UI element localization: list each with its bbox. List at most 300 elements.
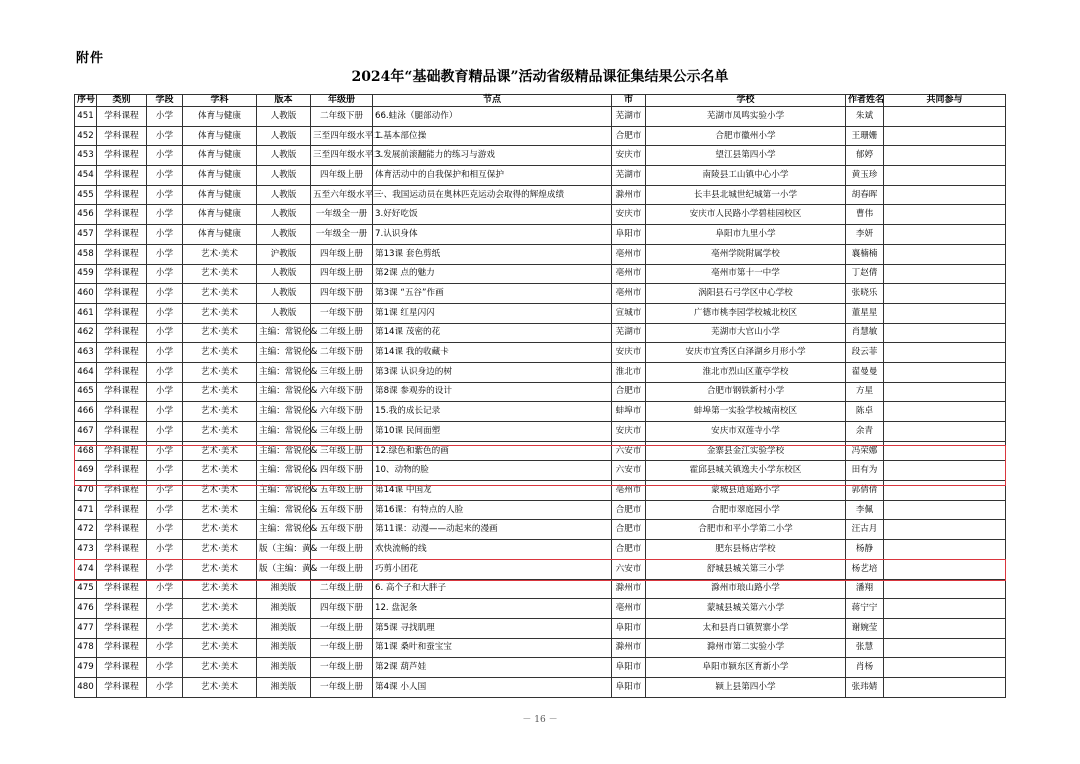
cell-city: 合肥市: [612, 382, 646, 402]
cell-grade: 一年级上册: [311, 559, 373, 579]
cell-lesson: 体育活动中的自我保护和相互保护: [373, 166, 612, 186]
cell-author: 黄玉珍: [846, 166, 884, 186]
cell-school: 安庆市宜秀区白泽湖乡月形小学: [646, 343, 846, 363]
cell-lesson: 第13课 套色剪纸: [373, 244, 612, 264]
cell-stage: 小学: [147, 658, 183, 678]
cell-author: 郭倩倩: [846, 481, 884, 501]
cell-city: 阜阳市: [612, 225, 646, 245]
cell-school: 阜阳市九里小学: [646, 225, 846, 245]
cell-lesson: 3.发展前滚翻能力的练习与游戏: [373, 146, 612, 166]
cell-lesson: 第8课 参观券的设计: [373, 382, 612, 402]
cell-edition: 人教版: [257, 146, 311, 166]
cell-city: 亳州市: [612, 264, 646, 284]
cell-stage: 小学: [147, 244, 183, 264]
cell-category: 学科课程: [97, 500, 147, 520]
table-row: [75, 599, 1006, 619]
cell-index: 462: [75, 323, 97, 343]
cell-grade: 一年级上册: [311, 638, 373, 658]
cell-stage: 小学: [147, 599, 183, 619]
cell-city: 安庆市: [612, 205, 646, 225]
cell-category: 学科课程: [97, 481, 147, 501]
col-header-lesson: 节点: [373, 95, 612, 107]
cell-category: 学科课程: [97, 303, 147, 323]
cell-stage: 小学: [147, 185, 183, 205]
cell-city: 亳州市: [612, 599, 646, 619]
col-header-author: 作者姓名: [846, 95, 884, 107]
cell-stage: 小学: [147, 166, 183, 186]
table-row: [75, 146, 1006, 166]
cell-category: 学科课程: [97, 638, 147, 658]
cell-lesson: 第2课 葫芦娃: [373, 658, 612, 678]
cell-category: 学科课程: [97, 244, 147, 264]
cell-co-participants: [884, 166, 1006, 186]
cell-stage: 小学: [147, 362, 183, 382]
table-row: [75, 244, 1006, 264]
cell-grade: 三年级上册: [311, 422, 373, 442]
cell-edition: 主编：常锐伦&: [257, 461, 311, 481]
cell-co-participants: [884, 244, 1006, 264]
cell-stage: 小学: [147, 343, 183, 363]
cell-subject: 艺术·美术: [183, 599, 257, 619]
cell-lesson: 第2课 点的魅力: [373, 264, 612, 284]
cell-grade: 三至四年级水平二: [311, 146, 373, 166]
cell-lesson: 第16课：有特点的人脸: [373, 500, 612, 520]
cell-subject: 艺术·美术: [183, 461, 257, 481]
cell-city: 滁州市: [612, 638, 646, 658]
cell-co-participants: [884, 540, 1006, 560]
cell-co-participants: [884, 362, 1006, 382]
cell-city: 蚌埠市: [612, 402, 646, 422]
cell-index: 458: [75, 244, 97, 264]
cell-school: 合肥市翠庭园小学: [646, 500, 846, 520]
cell-stage: 小学: [147, 540, 183, 560]
cell-subject: 体育与健康: [183, 107, 257, 127]
cell-grade: 三年级上册: [311, 441, 373, 461]
cell-subject: 体育与健康: [183, 166, 257, 186]
cell-edition: 主编：常锐伦&: [257, 382, 311, 402]
cell-grade: 六年级下册: [311, 402, 373, 422]
cell-co-participants: [884, 618, 1006, 638]
table-row: [75, 284, 1006, 304]
cell-author: 朱斌: [846, 107, 884, 127]
cell-author: 汪古月: [846, 520, 884, 540]
cell-city: 阜阳市: [612, 618, 646, 638]
table-row: [75, 126, 1006, 146]
cell-school: 肥东县杨店学校: [646, 540, 846, 560]
cell-edition: 人教版: [257, 284, 311, 304]
cell-school: 合肥市和平小学第二小学: [646, 520, 846, 540]
cell-co-participants: [884, 422, 1006, 442]
cell-city: 淮北市: [612, 362, 646, 382]
cell-author: 董星星: [846, 303, 884, 323]
cell-author: 冯荣娜: [846, 441, 884, 461]
table-row: [75, 402, 1006, 422]
table-row: [75, 264, 1006, 284]
cell-grade: 五年级下册: [311, 500, 373, 520]
cell-co-participants: [884, 303, 1006, 323]
cell-author: 李佩: [846, 500, 884, 520]
cell-index: 469: [75, 461, 97, 481]
col-header-subject: 学科: [183, 95, 257, 107]
cell-stage: 小学: [147, 677, 183, 697]
cell-subject: 艺术·美术: [183, 500, 257, 520]
cell-lesson: 12. 盘泥条: [373, 599, 612, 619]
cell-category: 学科课程: [97, 618, 147, 638]
cell-grade: 一年级上册: [311, 618, 373, 638]
cell-city: 合肥市: [612, 540, 646, 560]
cell-school: 蚌埠第一实验学校城南校区: [646, 402, 846, 422]
cell-stage: 小学: [147, 382, 183, 402]
col-header-school: 学校: [646, 95, 846, 107]
cell-author: 肖慧敏: [846, 323, 884, 343]
cell-index: 457: [75, 225, 97, 245]
cell-grade: 一年级全一册: [311, 225, 373, 245]
cell-subject: 体育与健康: [183, 225, 257, 245]
cell-co-participants: [884, 225, 1006, 245]
cell-edition: 人教版: [257, 225, 311, 245]
cell-index: 467: [75, 422, 97, 442]
cell-co-participants: [884, 205, 1006, 225]
cell-school: 亳州市第十一中学: [646, 264, 846, 284]
cell-subject: 艺术·美术: [183, 677, 257, 697]
cell-index: 463: [75, 343, 97, 363]
cell-index: 456: [75, 205, 97, 225]
cell-lesson: 第1课 红星闪闪: [373, 303, 612, 323]
cell-school: 淮北市烈山区董亭学校: [646, 362, 846, 382]
cell-stage: 小学: [147, 303, 183, 323]
cell-grade: 四年级上册: [311, 166, 373, 186]
cell-author: 王珊姗: [846, 126, 884, 146]
cell-co-participants: [884, 343, 1006, 363]
cell-subject: 艺术·美术: [183, 481, 257, 501]
col-header-city: 市: [612, 95, 646, 107]
table-row: [75, 638, 1006, 658]
cell-lesson: 12.绿色和紫色的画: [373, 441, 612, 461]
table-row: [75, 540, 1006, 560]
cell-stage: 小学: [147, 205, 183, 225]
cell-school: 安庆市人民路小学碧桂园校区: [646, 205, 846, 225]
cell-co-participants: [884, 579, 1006, 599]
cell-lesson: 第14课 我的收藏卡: [373, 343, 612, 363]
cell-subject: 艺术·美术: [183, 579, 257, 599]
cell-co-participants: [884, 441, 1006, 461]
cell-index: 468: [75, 441, 97, 461]
cell-author: 余青: [846, 422, 884, 442]
cell-stage: 小学: [147, 264, 183, 284]
cell-co-participants: [884, 638, 1006, 658]
cell-city: 阜阳市: [612, 658, 646, 678]
cell-edition: 湘美版: [257, 677, 311, 697]
cell-grade: 四年级下册: [311, 284, 373, 304]
cell-grade: 一年级上册: [311, 658, 373, 678]
cell-lesson: 第14课 中国龙: [373, 481, 612, 501]
cell-subject: 艺术·美术: [183, 520, 257, 540]
cell-school: 芜湖市凤鸣实验小学: [646, 107, 846, 127]
cell-grade: 二年级上册: [311, 323, 373, 343]
cell-category: 学科课程: [97, 579, 147, 599]
cell-school: 舒城县城关第三小学: [646, 559, 846, 579]
table-row: [75, 481, 1006, 501]
cell-author: 张晓乐: [846, 284, 884, 304]
cell-city: 六安市: [612, 441, 646, 461]
cell-edition: 人教版: [257, 166, 311, 186]
table-row: [75, 343, 1006, 363]
cell-stage: 小学: [147, 126, 183, 146]
cell-index: 472: [75, 520, 97, 540]
cell-edition: 湘美版: [257, 658, 311, 678]
cell-index: 477: [75, 618, 97, 638]
table-row: [75, 382, 1006, 402]
cell-subject: 艺术·美术: [183, 441, 257, 461]
cell-city: 亳州市: [612, 284, 646, 304]
cell-index: 453: [75, 146, 97, 166]
cell-category: 学科课程: [97, 185, 147, 205]
cell-edition: 版（主编：黄&: [257, 559, 311, 579]
cell-stage: 小学: [147, 481, 183, 501]
cell-author: 杨静: [846, 540, 884, 560]
results-table: [74, 94, 1006, 698]
cell-subject: 体育与健康: [183, 185, 257, 205]
cell-stage: 小学: [147, 402, 183, 422]
cell-co-participants: [884, 461, 1006, 481]
cell-stage: 小学: [147, 618, 183, 638]
cell-lesson: 6. 高个子和大胖子: [373, 579, 612, 599]
cell-stage: 小学: [147, 520, 183, 540]
cell-city: 合肥市: [612, 126, 646, 146]
table-row: [75, 677, 1006, 697]
cell-city: 合肥市: [612, 500, 646, 520]
cell-author: 潘翔: [846, 579, 884, 599]
col-header-index: 序号: [75, 95, 97, 107]
cell-city: 芜湖市: [612, 166, 646, 186]
cell-co-participants: [884, 382, 1006, 402]
cell-grade: 一年级上册: [311, 677, 373, 697]
cell-lesson: 第14课 茂密的花: [373, 323, 612, 343]
cell-stage: 小学: [147, 284, 183, 304]
table-row: [75, 422, 1006, 442]
cell-grade: 三至四年级水平二: [311, 126, 373, 146]
cell-subject: 艺术·美术: [183, 362, 257, 382]
cell-category: 学科课程: [97, 402, 147, 422]
cell-index: 479: [75, 658, 97, 678]
cell-lesson: 第3课 “五谷”作画: [373, 284, 612, 304]
cell-category: 学科课程: [97, 441, 147, 461]
cell-author: 胡春晖: [846, 185, 884, 205]
cell-edition: 主编：常锐伦&: [257, 441, 311, 461]
cell-school: 广德市桃李园学校城北校区: [646, 303, 846, 323]
table-row: [75, 618, 1006, 638]
cell-edition: 主编：常锐伦&: [257, 402, 311, 422]
cell-author: 方星: [846, 382, 884, 402]
cell-school: 长丰县北城世纪城第一小学: [646, 185, 846, 205]
table-row: [75, 362, 1006, 382]
cell-school: 滁州市琅山路小学: [646, 579, 846, 599]
cell-city: 滁州市: [612, 579, 646, 599]
cell-lesson: 第4课 小人国: [373, 677, 612, 697]
cell-school: 阜阳市颍东区育新小学: [646, 658, 846, 678]
cell-index: 480: [75, 677, 97, 697]
cell-stage: 小学: [147, 225, 183, 245]
cell-stage: 小学: [147, 441, 183, 461]
col-header-grade: 年级册: [311, 95, 373, 107]
cell-edition: 人教版: [257, 185, 311, 205]
cell-school: 安庆市双莲寺小学: [646, 422, 846, 442]
cell-school: 芜湖市大官山小学: [646, 323, 846, 343]
cell-category: 学科课程: [97, 677, 147, 697]
cell-category: 学科课程: [97, 559, 147, 579]
cell-index: 454: [75, 166, 97, 186]
cell-category: 学科课程: [97, 284, 147, 304]
cell-subject: 体育与健康: [183, 205, 257, 225]
cell-index: 466: [75, 402, 97, 422]
cell-index: 470: [75, 481, 97, 501]
cell-subject: 艺术·美术: [183, 638, 257, 658]
table-header-row: [75, 95, 1006, 107]
document-title: 2024年“基础教育精品课”活动省级精品课征集结果公示名单: [351, 69, 729, 85]
cell-edition: 主编：常锐伦&: [257, 422, 311, 442]
cell-subject: 艺术·美术: [183, 284, 257, 304]
cell-co-participants: [884, 323, 1006, 343]
cell-stage: 小学: [147, 579, 183, 599]
cell-lesson: 第3课 认识身边的树: [373, 362, 612, 382]
cell-stage: 小学: [147, 559, 183, 579]
cell-co-participants: [884, 500, 1006, 520]
cell-co-participants: [884, 264, 1006, 284]
cell-city: 亳州市: [612, 244, 646, 264]
cell-category: 学科课程: [97, 461, 147, 481]
cell-category: 学科课程: [97, 146, 147, 166]
cell-city: 滁州市: [612, 185, 646, 205]
cell-author: 郁婷: [846, 146, 884, 166]
cell-author: 肖杨: [846, 658, 884, 678]
cell-school: 合肥市徽州小学: [646, 126, 846, 146]
cell-subject: 艺术·美术: [183, 264, 257, 284]
cell-co-participants: [884, 599, 1006, 619]
cell-subject: 艺术·美术: [183, 559, 257, 579]
col-header-co-participants: 共同参与: [884, 95, 1006, 107]
col-header-stage: 学段: [147, 95, 183, 107]
cell-grade: 一年级下册: [311, 303, 373, 323]
cell-co-participants: [884, 126, 1006, 146]
cell-category: 学科课程: [97, 264, 147, 284]
cell-grade: 四年级下册: [311, 599, 373, 619]
cell-index: 461: [75, 303, 97, 323]
table-row: [75, 500, 1006, 520]
cell-lesson: 1.基本部位操: [373, 126, 612, 146]
cell-category: 学科课程: [97, 225, 147, 245]
cell-author: 翟曼曼: [846, 362, 884, 382]
cell-edition: 主编：常锐伦&: [257, 520, 311, 540]
cell-grade: 二年级上册: [311, 579, 373, 599]
cell-city: 安庆市: [612, 343, 646, 363]
cell-grade: 一年级上册: [311, 540, 373, 560]
cell-subject: 艺术·美术: [183, 422, 257, 442]
cell-category: 学科课程: [97, 205, 147, 225]
table-row: [75, 303, 1006, 323]
cell-edition: 湘美版: [257, 638, 311, 658]
cell-co-participants: [884, 677, 1006, 697]
cell-subject: 艺术·美术: [183, 382, 257, 402]
cell-school: 颍上县第四小学: [646, 677, 846, 697]
cell-subject: 体育与健康: [183, 146, 257, 166]
cell-stage: 小学: [147, 146, 183, 166]
cell-lesson: 66.蛙泳（腿部动作）: [373, 107, 612, 127]
cell-lesson: 7.认识身体: [373, 225, 612, 245]
cell-co-participants: [884, 481, 1006, 501]
cell-index: 452: [75, 126, 97, 146]
cell-school: 合肥市钢铁新村小学: [646, 382, 846, 402]
col-header-category: 类别: [97, 95, 147, 107]
cell-category: 学科课程: [97, 422, 147, 442]
cell-school: 亳州学院附属学校: [646, 244, 846, 264]
cell-index: 465: [75, 382, 97, 402]
cell-city: 亳州市: [612, 481, 646, 501]
cell-city: 安庆市: [612, 146, 646, 166]
cell-author: 谢婉莹: [846, 618, 884, 638]
cell-school: 涡阳县石弓学区中心学校: [646, 284, 846, 304]
table-row: [75, 225, 1006, 245]
table-row: [75, 559, 1006, 579]
cell-edition: 人教版: [257, 303, 311, 323]
table-row: [75, 205, 1006, 225]
cell-index: 451: [75, 107, 97, 127]
cell-school: 南陵县工山镇中心小学: [646, 166, 846, 186]
col-header-edition: 版本: [257, 95, 311, 107]
cell-co-participants: [884, 284, 1006, 304]
cell-category: 学科课程: [97, 107, 147, 127]
cell-lesson: 一、我国运动员在奥林匹克运动会取得的辉煌成绩: [373, 185, 612, 205]
cell-grade: 六年级下册: [311, 382, 373, 402]
cell-index: 459: [75, 264, 97, 284]
cell-category: 学科课程: [97, 382, 147, 402]
cell-edition: 主编：常锐伦&: [257, 362, 311, 382]
cell-co-participants: [884, 559, 1006, 579]
cell-co-participants: [884, 185, 1006, 205]
cell-category: 学科课程: [97, 126, 147, 146]
cell-lesson: 第10课 民间面塑: [373, 422, 612, 442]
cell-city: 合肥市: [612, 520, 646, 540]
cell-grade: 四年级上册: [311, 264, 373, 284]
cell-stage: 小学: [147, 422, 183, 442]
cell-grade: 二年级下册: [311, 343, 373, 363]
cell-author: 杨艺培: [846, 559, 884, 579]
cell-stage: 小学: [147, 107, 183, 127]
cell-edition: 人教版: [257, 126, 311, 146]
cell-school: 金寨县金江实验学校: [646, 441, 846, 461]
table-row: [75, 107, 1006, 127]
cell-grade: 三年级上册: [311, 362, 373, 382]
cell-stage: 小学: [147, 500, 183, 520]
cell-city: 宣城市: [612, 303, 646, 323]
table-row: [75, 520, 1006, 540]
cell-subject: 艺术·美术: [183, 402, 257, 422]
cell-subject: 艺术·美术: [183, 303, 257, 323]
cell-subject: 艺术·美术: [183, 343, 257, 363]
table-row: [75, 441, 1006, 461]
cell-index: 476: [75, 599, 97, 619]
cell-city: 六安市: [612, 461, 646, 481]
cell-lesson: 15.我的成长记录: [373, 402, 612, 422]
cell-lesson: 3.好好吃饭: [373, 205, 612, 225]
cell-author: 曹伟: [846, 205, 884, 225]
cell-index: 478: [75, 638, 97, 658]
cell-index: 473: [75, 540, 97, 560]
table-row: [75, 579, 1006, 599]
table-row: [75, 658, 1006, 678]
table-row: [75, 323, 1006, 343]
cell-edition: 主编：常锐伦&: [257, 323, 311, 343]
cell-lesson: 巧剪小团花: [373, 559, 612, 579]
